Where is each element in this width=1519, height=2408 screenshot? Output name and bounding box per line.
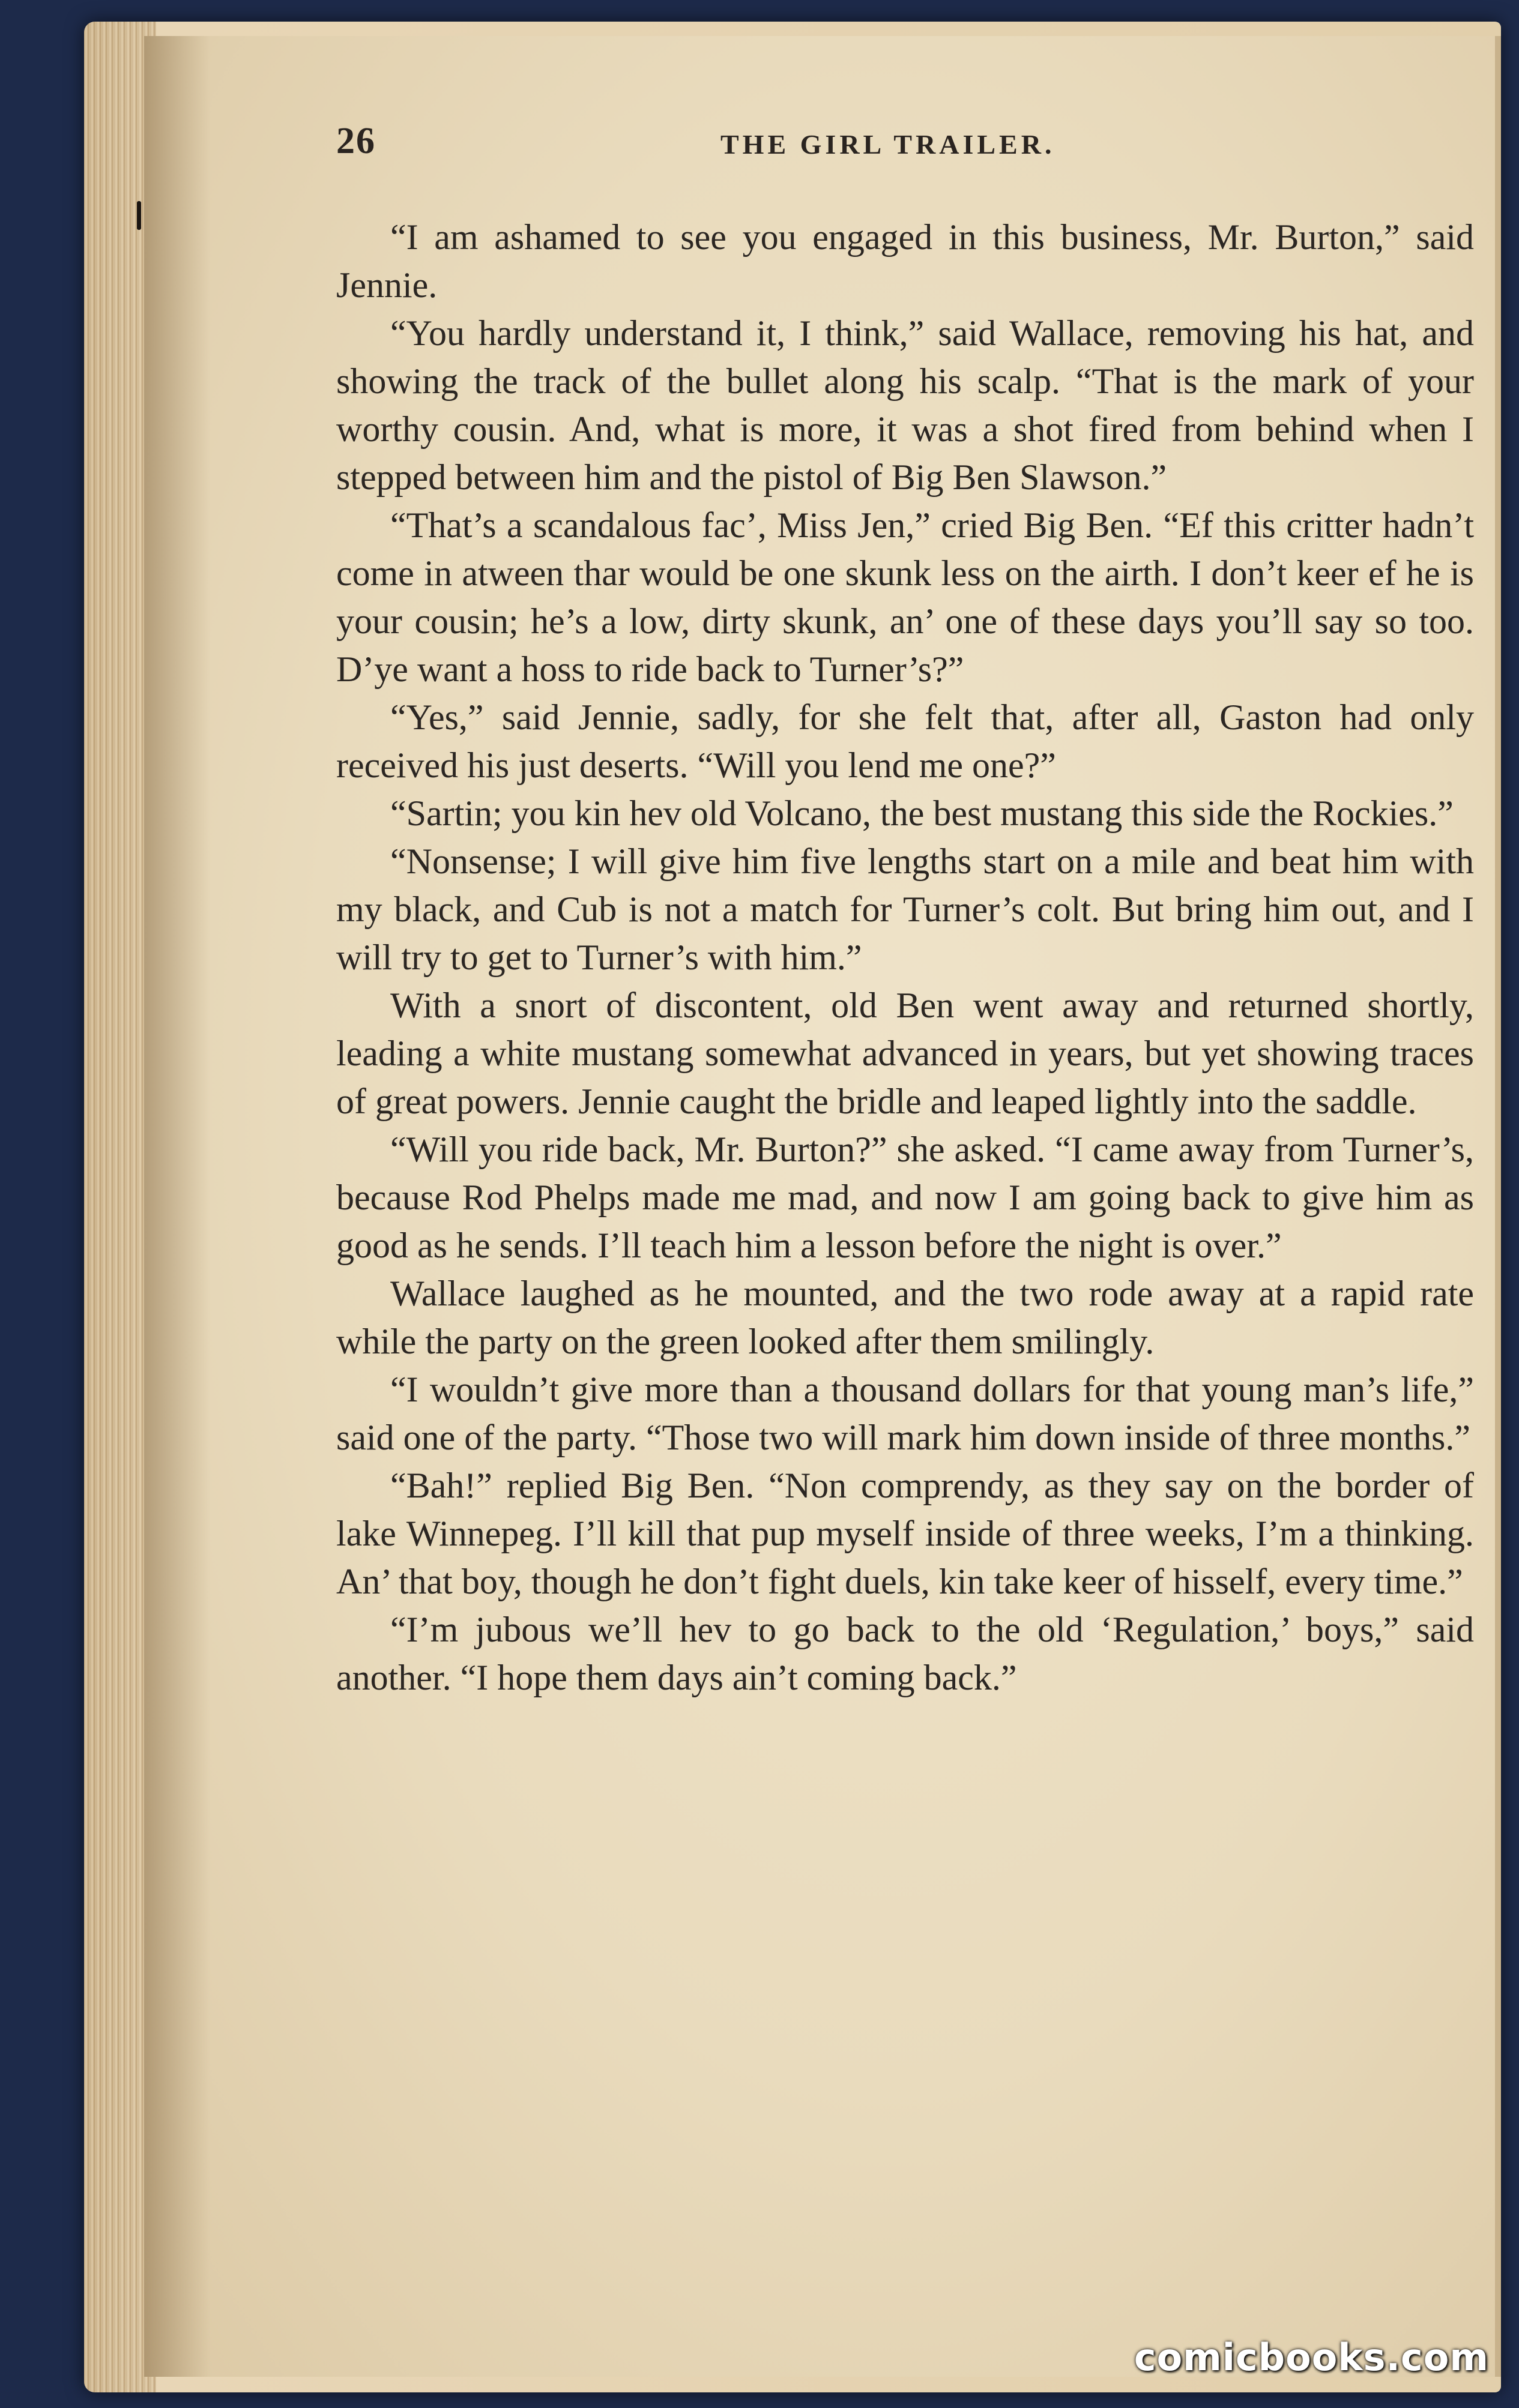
site-watermark: comicbooks.com — [1134, 2335, 1489, 2379]
paragraph: “Yes,” said Jennie, sadly, for she felt that, after all, Gaston had only received his just deserts. “Will you lend me one?” — [336, 697, 1474, 785]
paragraph: “I wouldn’t give more than a thousand dollars for that young man’s life,” said one of the party. “Those two will mark him down inside of three months.” — [336, 1370, 1474, 1457]
paragraph: “Sartin; you kin hev old Volcano, the best mustang this side the Rockies.” — [390, 793, 1454, 833]
paragraph: “I am ashamed to see you engaged in this business, Mr. Burton,” said Jennie. — [336, 217, 1474, 305]
paragraph: With a snort of discontent, old Ben went away and returned shortly, leading a white mustang somewhat advanced in years, but yet showing traces of great powers. Jennie caught the bridle and leaped lightly into the saddle. — [336, 986, 1474, 1121]
paragraph: “That’s a scandalous fac’, Miss Jen,” cried Big Ben. “Ef this critter hadn’t come in atween thar would be one skunk less on the airth. I don’t keer ef he is your cousin; he’s a low, dirty skunk, an’ one of these days you’ll say so too. D’ye want a hoss to ride back to Turner’s?” — [336, 505, 1474, 689]
paragraph: “Bah!” replied Big Ben. “Non comprendy, as they say on the border of lake Winnepeg. I’ll kill that pup myself inside of three weeks, I’m a thinking. An’ that boy, though he don’t fight duels, kin take keer of hisself, every time.” — [336, 1466, 1474, 1601]
paragraph: “Nonsense; I will give him five lengths start on a mile and beat him with my black, and Cub is not a match for Turner’s colt. But bring him out, and I will try to get to Turner’s with him.” — [336, 841, 1474, 977]
running-head: THE GIRL TRAILER. — [720, 129, 1055, 160]
paragraph: “Will you ride back, Mr. Burton?” she asked. “I came away from Turner’s, because Rod Phelps made me mad, and now I am going back to give him as good as he sends. I’ll teach him a lesson before the night is over.” — [336, 1130, 1474, 1265]
body-text — [336, 213, 1474, 1702]
page-number: 26 — [336, 121, 376, 161]
page-header — [336, 120, 1489, 174]
margin-mark — [137, 201, 141, 230]
gutter-shadow — [144, 36, 210, 2377]
paragraph: “I’m jubous we’ll hev to go back to the old ‘Regulation,’ boys,” said another. “I hope them days ain’t coming back.” — [336, 1610, 1474, 1697]
paragraph: “You hardly understand it, I think,” said Wallace, removing his hat, and showing the track of the bullet along his scalp. “That is the mark of your worthy cousin. And, what is more, it was a shot fired from behind when I stepped between him and the pistol of Big Ben Slawson.” — [336, 313, 1474, 497]
paragraph: Wallace laughed as he mounted, and the two rode away at a rapid rate while the party on the green looked after them smilingly. — [336, 1274, 1474, 1361]
